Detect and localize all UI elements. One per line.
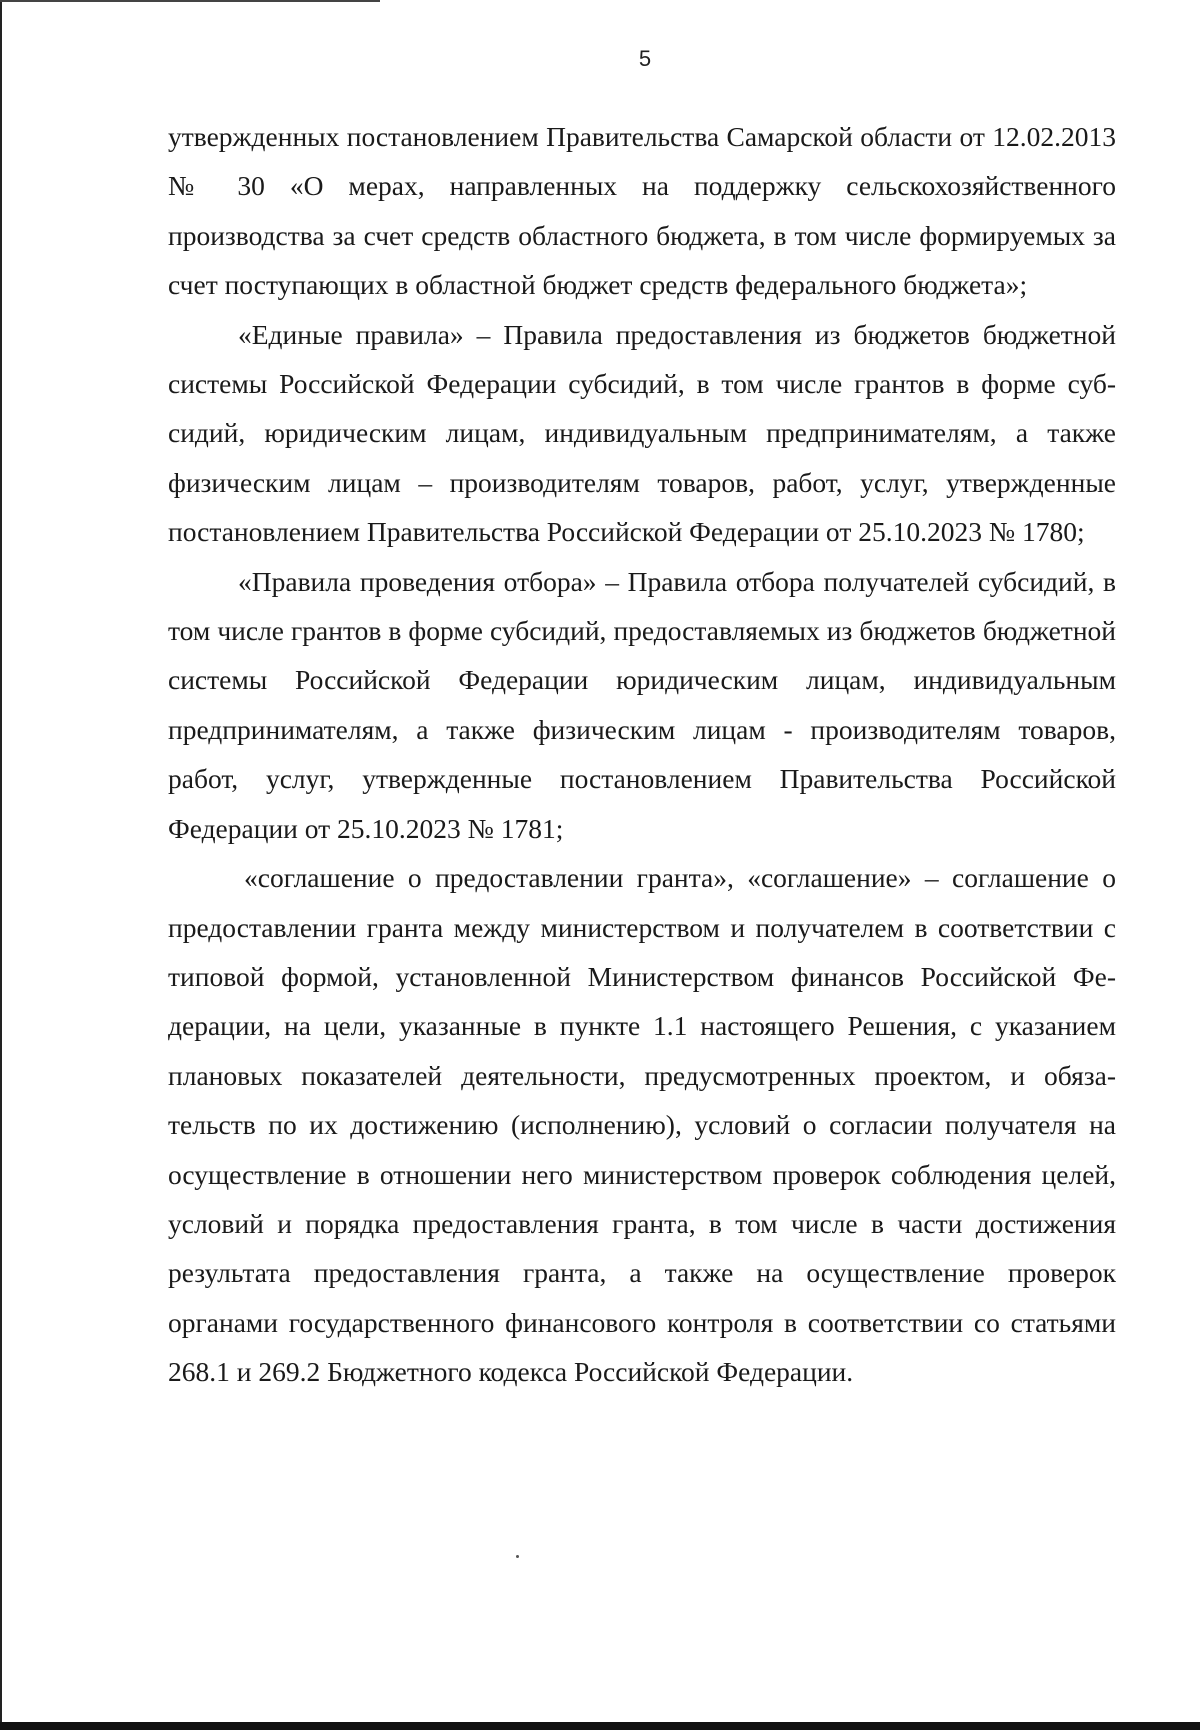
paragraph-selection-rules: «Правила проведения отбора» – Правила отбора получателей субсидий, в том числе грантов в форме субсидий, предоставляемых из бюджетов бюджетной системы Российской Федерации юридическим лицам, индивидуальным предпринимателям, а также физическим лицам - производителям товаров, работ, услуг, утвержденные постановлением Правительства Российской Федерации от 25.10.2023 № 1781; — [168, 565, 1116, 844]
scan-edge-left — [0, 0, 2, 1730]
document-body — [168, 112, 1116, 1397]
scan-edge-bottom — [0, 1722, 1200, 1730]
paragraph-unified-rules: «Единые правила» – Правила предоставления из бюджетов бюджетной системы Российской Федерации субсидий, в том числе грантов в форме субсидий, юридическим лицам, индивидуальным предпринимателям, а также физическим лицам – производителям товаров, работ, услуг, утвержденные постановлением Правительства Российской Федерации от 25.10.2023 № 1780; — [168, 318, 1116, 548]
paragraph-continuation: утвержденных постановлением Правительства Самарской области от 12.02.2013 № 30 «О мерах, направленных на поддержку сельскохозяйственного производства за счет средств областного бюджета, в том числе формируемых за счет поступающих в областной бюджет средств федерального бюджета»; — [168, 121, 1116, 301]
paragraph-grant-agreement: «соглашение о предоставлении гранта», «соглашение» – соглашение о предоставлении гранта между министерством и получателем в соответствии с типовой формой, установленной Министерством финансов Российской Федерации, на цели, указанные в пункте 1.1 настоящего Решения, с указанием плановых показателей деятельности, предусмотренных проектом, и обязательств по их достижению (исполнению), условий о согласии получателя на осуществление в отношении него министерством проверок соблюдения целей, условий и порядка предоставления гранта, в том числе в части достижения результата предоставления гранта, а также на осуществление проверок органами государственного финансового контроля в соответствии со статьями 268.1 и 269.2 Бюджетного кодекса Российской Федерации. — [168, 862, 1116, 1388]
page-number: 5 — [638, 46, 652, 71]
scan-edge-top — [0, 0, 380, 2]
scan-speck — [516, 1555, 519, 1558]
